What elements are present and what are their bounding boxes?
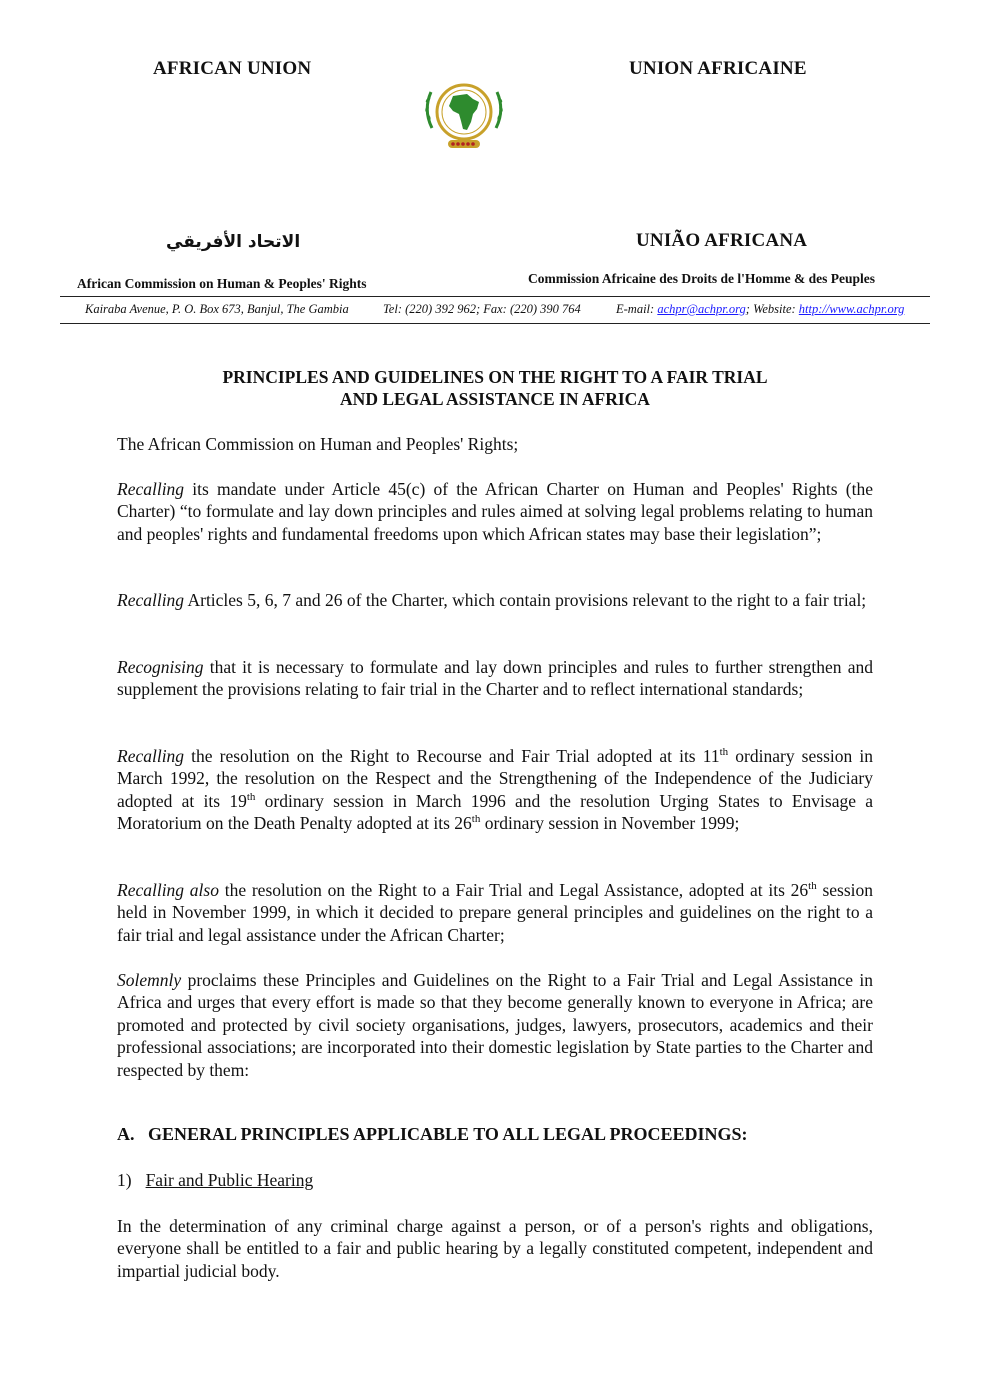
lead-word: Solemnly <box>117 970 182 990</box>
preamble-paragraph-4 <box>117 745 873 835</box>
paragraph-text: ordinary session in March 1996 and the resolution Urging States to Envisage a Moratorium on the Death Penalty adopted at its 26 <box>117 790 874 834</box>
title-line-1: PRINCIPLES AND GUIDELINES ON THE RIGHT TO A FAIR TRIAL <box>222 367 768 387</box>
african-union-emblem <box>419 76 509 154</box>
subsection-title: Fair and Public Hearing <box>145 1170 314 1190</box>
phone-fax: Tel: (220) 392 962; Fax: (220) 390 764 <box>383 302 581 316</box>
header-title-ar: الاتحاد الأفريقي <box>166 232 301 252</box>
address-bar <box>60 296 930 324</box>
preamble-paragraph-2 <box>117 589 873 611</box>
lead-word: Recalling <box>117 590 185 610</box>
paragraph-text: the resolution on the Right to a Fair Trial and Legal Assistance, adopted at its 26 <box>218 880 809 900</box>
preamble-paragraph-1 <box>117 478 873 545</box>
subsection-heading-1 <box>117 1170 313 1191</box>
website-link[interactable]: http://www.achpr.org <box>798 302 905 316</box>
subsection-1-text: In the determination of any criminal charge against a person, or of a person's rights and obligations, everyone shall be entitled to a fair and public hearing by a legally constituted competent, independent and impartial judicial body. <box>117 1216 873 1281</box>
commission-name-en: African Commission on Human & Peoples' Rights <box>77 276 367 291</box>
preamble-paragraph-5 <box>117 879 873 946</box>
header-title-en: AFRICAN UNION <box>153 58 312 79</box>
lead-word: Recognising <box>117 657 204 677</box>
lead-word: Recalling also <box>117 880 219 900</box>
header-title-fr: UNION AFRICAINE <box>629 58 807 79</box>
paragraph-text: proclaims these Principles and Guidelines on the Right to a Fair Trial and Legal Assistance in Africa and urges that every effort is made so that they become generally known to everyone in Africa; are promoted and protected by civil society organisations, judges, lawyers, prosecutors, academics and their professional associations; are incorporated into their domestic legislation by State parties to the Charter and respected by them: <box>117 970 873 1080</box>
intro-paragraph: The African Commission on Human and Peoples' Rights; <box>117 434 519 454</box>
header-title-pt: UNIÃO AFRICANA <box>636 230 808 251</box>
document-title <box>117 366 873 410</box>
commission-name-fr: Commission Africaine des Droits de l'Homme & des Peuples <box>528 271 875 286</box>
title-line-2: AND LEGAL ASSISTANCE IN AFRICA <box>340 389 650 409</box>
email-link[interactable]: achpr@achpr.org <box>657 302 746 316</box>
paragraph-text: session held in November 1999, in which it decided to prepare general principles and guidelines on the right to a fair trial and legal assistance under the African Charter; <box>117 880 874 945</box>
ordinal-suffix: th <box>246 790 256 803</box>
paragraph-text: Articles 5, 6, 7 and 26 of the Charter, which contain provisions relevant to the right to a fair trial; <box>184 590 867 610</box>
email-label: E-mail: <box>616 302 655 316</box>
paragraph-text: its mandate under Article 45(c) of the African Charter on Human and Peoples' Rights (the Charter) “to formulate and lay down principles and rules aimed at solving legal problems relating to human and peoples' rights and fundamental freedoms upon which African states may base their legislation”; <box>117 479 873 544</box>
postal-address: Kairaba Avenue, P. O. Box 673, Banjul, The Gambia <box>85 302 349 316</box>
paragraph-text: ordinary session in March 1992, the resolution on the Respect and the Strengthening of the Independence of the Judiciary adopted at its 19 <box>117 746 873 811</box>
ordinal-suffix: th <box>719 746 729 759</box>
preamble-paragraph-3 <box>117 656 873 701</box>
paragraph-text: the resolution on the Right to Recourse and Fair Trial adopted at its 11 <box>184 746 720 766</box>
preamble-paragraph-6 <box>117 969 873 1081</box>
lead-word: Recalling <box>117 746 185 766</box>
paragraph-text: that it is necessary to formulate and lay down principles and rules to further strengthen and supplement the provisions relating to fair trial in the Charter and to reflect international standards; <box>117 657 873 700</box>
paragraph-text: ordinary session in November 1999; <box>480 813 740 834</box>
subsection-number: 1) <box>117 1170 132 1190</box>
lead-word: Recalling <box>117 479 185 499</box>
section-heading-a: A. GENERAL PRINCIPLES APPLICABLE TO ALL LEGAL PROCEEDINGS: <box>117 1124 748 1144</box>
website-label: ; Website: <box>745 302 796 316</box>
contact-links <box>616 297 904 321</box>
ordinal-suffix: th <box>808 880 817 893</box>
ordinal-suffix: th <box>471 813 481 826</box>
